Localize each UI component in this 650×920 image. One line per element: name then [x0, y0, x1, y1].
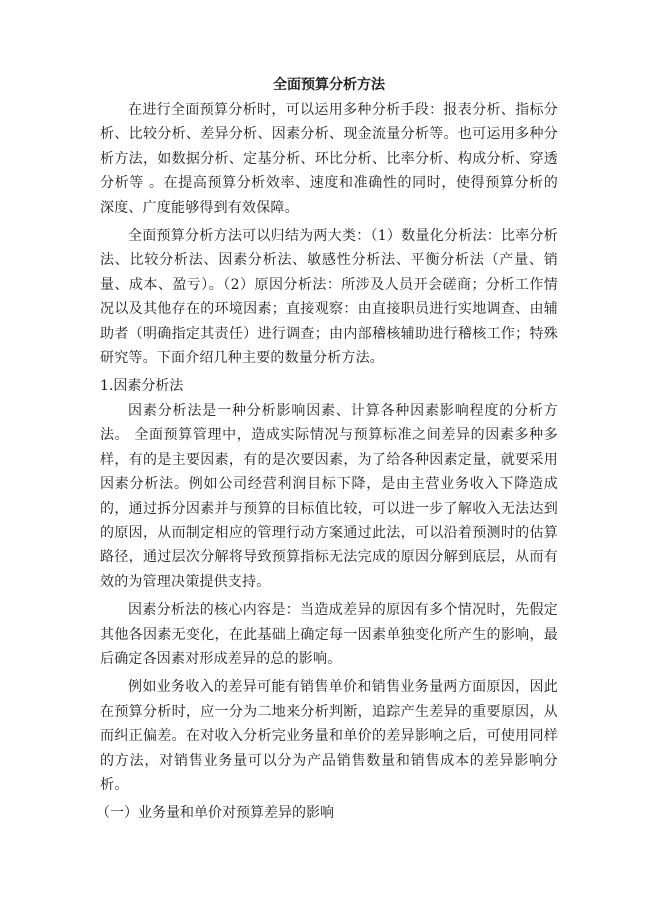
section1-paragraph-3: 例如业务收入的差异可能有销售单价和销售业务量两方面原因，因此在预算分析时，应一分为二地来分析判断，追踪产生差异的重要原因，从而纠正偏差。在对收入分析完业务量和单价的差异影响之后，可使用同样的方法，对销售业务量可以分为产品销售数量和销售成本的差异影响分析。 — [100, 679, 558, 793]
intro-paragraph-1: 在进行全面预算分析时，可以运用多种分析手段：报表分析、指标分析、比较分析、差异分析、因素分析、现金流量分析等。也可运用多种分析方法，如数据分析、定基分析、环比分析、比率分析、构成分析、穿透分析等 。在提高预算分析效率、速度和准确性的同时，使得预算分析的深度、广度能够得到有效保障。 — [100, 102, 558, 216]
section-heading-factor-analysis: 1.因素分析法 — [100, 378, 184, 395]
subsection-heading: （一）业务量和单价对预算差异的影响 — [96, 805, 334, 822]
intro-paragraph-2: 全面预算分析方法可以归结为两大类：（1）数量化分析法：比率分析法、比较分析法、因素分析法、敏感性分析法、平衡分析法（产量、销量、成本、盈亏）。（2）原因分析法：所涉及人员开会磋商；分析工作情况以及其他存在的环境因素；直接观察：由直接职员进行实地调查、由辅助者（明确指定其责任）进行调查；由内部稽核辅助进行稽核工作；特殊研究等。下面介绍几种主要的数量分析方法。 — [100, 228, 558, 367]
section1-paragraph-1: 因素分析法是一种分析影响因素、计算各种因素影响程度的分析方法。 全面预算管理中，造成实际情况与预算标准之间差异的因素多种多样，有的是主要因素，有的是次要因素，为了给各种因素定量，就要采用因素分析法。例如公司经营利润目标下降，是由主营业务收入下降造成的，通过拆分因素并与预算的目标值比较，可以进一步了解收入无法达到的原因，从而制定相应的管理行动方案通过此法，可以沿着预测时的估算路径，通过层次分解将导致预算指标无法完成的原因分解到底层，从而有效的为管理决策提供支持。 — [100, 402, 558, 590]
section1-paragraph-2: 因素分析法的核心内容是：当造成差异的原因有多个情况时，先假定其他各因素无变化，在此基础上确定每一因素单独变化所产生的影响，最后确定各因素对形成差异的总的影响。 — [100, 602, 558, 667]
document-page — [96, 72, 558, 826]
document-title: 全面预算分析方法 — [273, 77, 385, 93]
